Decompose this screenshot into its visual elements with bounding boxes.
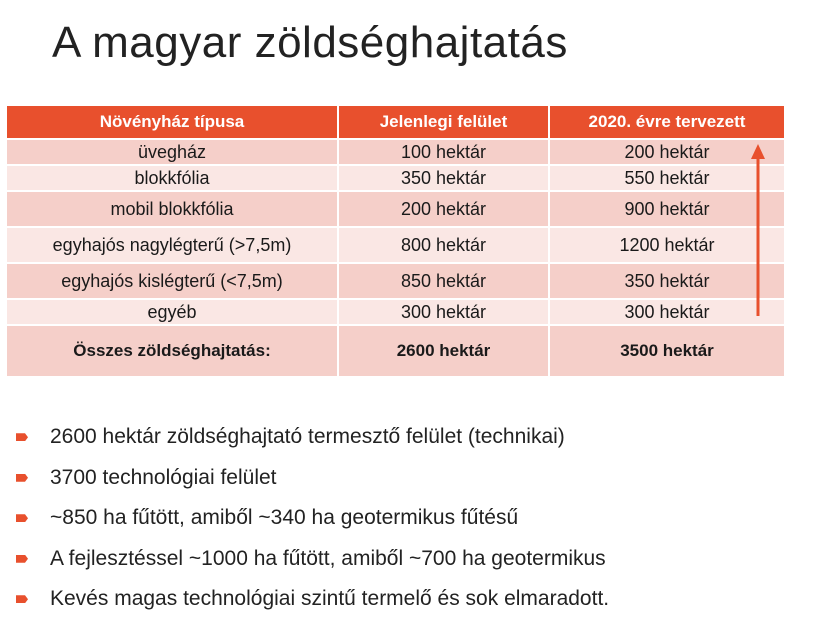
table-cell: blokkfólia [7,166,337,190]
bullet-text: 3700 technológiai felület [50,465,277,489]
arrow-bullet-icon [16,433,28,441]
up-arrow-icon [750,144,766,316]
arrow-bullet-icon [16,514,28,522]
table-cell: Összes zöldséghajtatás: [7,326,337,376]
table-cell: 200 hektár [550,140,784,164]
table-cell: 550 hektár [550,166,784,190]
table-row [7,264,784,298]
table-cell: egyhajós kislégterű (<7,5m) [7,264,337,298]
table-cell: 3500 hektár [550,326,784,376]
list-item [16,539,609,580]
table-header-row [7,106,784,138]
table-cell: 300 hektár [339,300,548,324]
table-cell: egyhajós nagylégterű (>7,5m) [7,228,337,262]
list-item [16,417,609,458]
greenhouse-table [5,104,786,378]
table-cell: 900 hektár [550,192,784,226]
list-item [16,498,609,539]
table-cell: mobil blokkfólia [7,192,337,226]
table-cell: 300 hektár [550,300,784,324]
table-row [7,166,784,190]
table-row [7,300,784,324]
table-cell: 2600 hektár [339,326,548,376]
header-cell: 2020. évre tervezett [550,106,784,138]
arrow-bullet-icon [16,595,28,603]
list-item [16,458,609,499]
table-cell: 200 hektár [339,192,548,226]
bullet-text: ~850 ha fűtött, amiből ~340 ha geotermikus fűtésű [50,506,519,530]
table-row [7,228,784,262]
page-title: A magyar zöldséghajtatás [52,18,568,67]
header-cell: Jelenlegi felület [339,106,548,138]
table-total-row [7,326,784,376]
table-cell: 100 hektár [339,140,548,164]
table-row [7,192,784,226]
table-cell: 800 hektár [339,228,548,262]
table-cell: 850 hektár [339,264,548,298]
table-cell: 350 hektár [339,166,548,190]
bullet-text: 2600 hektár zöldséghajtató termesztő felület (technikai) [50,425,565,449]
bullet-list [16,417,609,620]
table-row [7,140,784,164]
table-cell: 350 hektár [550,264,784,298]
bullet-text: Kevés magas technológiai szintű termelő és sok elmaradott. [50,587,610,611]
list-item [16,579,609,620]
table-cell: egyéb [7,300,337,324]
table-cell: 1200 hektár [550,228,784,262]
table-cell: üvegház [7,140,337,164]
arrow-bullet-icon [16,474,28,482]
bullet-text: A fejlesztéssel ~1000 ha fűtött, amiből ~700 ha geotermikus [50,546,606,570]
arrow-bullet-icon [16,555,28,563]
header-cell: Növényház típusa [7,106,337,138]
